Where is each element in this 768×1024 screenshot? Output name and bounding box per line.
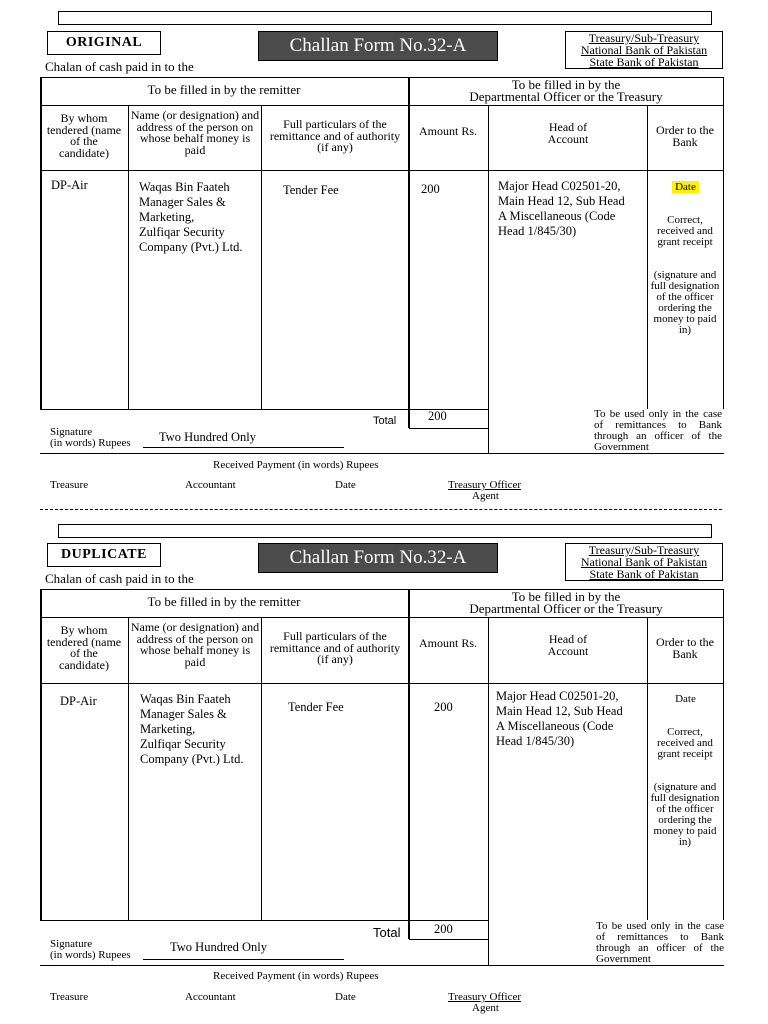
name-line: Manager Sales & (139, 195, 226, 209)
treasury-line: National Bank of Pakistan (580, 43, 708, 57)
remitter-header: To be filled in by the remitter (147, 82, 301, 97)
form-title: Challan Form No.32-A (258, 543, 498, 573)
top-blank-field (58, 524, 712, 538)
order-date (648, 182, 723, 193)
head-line: Main Head 12, Sub Head (498, 194, 625, 208)
particulars-value: Tender Fee (288, 700, 344, 714)
signature-label: Signature (50, 426, 93, 438)
treasury-line: National Bank of Pakistan (580, 555, 708, 569)
table-border (723, 589, 724, 920)
in-words-label: (in words) Rupees (50, 437, 131, 449)
name-line: Marketing, (139, 210, 195, 224)
name-line: Zulfiqar Security (140, 737, 226, 751)
col-header-by-whom: By whom tendered (name of the candidate) (46, 111, 122, 160)
name-line: Manager Sales & (140, 707, 227, 721)
head-line: Head 1/845/30) (496, 734, 575, 748)
name-line: Zulfiqar Security (139, 225, 225, 239)
footer-accountant: Accountant (185, 479, 236, 491)
chalan-caption: Chalan of cash paid in to the (45, 571, 194, 586)
col-header-order: Order to the Bank (656, 635, 714, 661)
name-line: Waqas Bin Faateh (140, 692, 231, 706)
table-border (40, 589, 724, 590)
table-border (40, 77, 42, 409)
dept-header-line-2: Departmental Officer or the Treasury (469, 601, 663, 616)
col-header-name: Name (or designation) and address of the person on whose behalf money is paid (130, 108, 260, 157)
col-header-name: Name (or designation) and address of the person on whose behalf money is paid (130, 620, 260, 669)
col-divider (261, 105, 262, 409)
name-address (139, 180, 242, 255)
col-divider (488, 105, 489, 453)
col-header-head: Head of Account (547, 120, 589, 146)
head-line: A Miscellaneous (Code (498, 209, 616, 223)
col-header-amount: Amount Rs. (418, 636, 477, 650)
table-border (40, 589, 42, 920)
name-address (140, 692, 243, 767)
signature-label: Signature (50, 938, 93, 950)
name-line: Marketing, (140, 722, 196, 736)
treasury-box (565, 31, 723, 69)
footer-agent: Agent (472, 1002, 499, 1014)
table-border (40, 77, 724, 78)
top-blank-field (58, 11, 712, 25)
footer-date: Date (335, 991, 356, 1003)
col-header-amount: Amount Rs. (418, 124, 477, 138)
copy-label: DUPLICATE (47, 543, 161, 567)
col-header-head: Head of Account (547, 632, 589, 658)
copy-label: ORIGINAL (47, 31, 161, 55)
table-rule (40, 409, 489, 410)
remittance-note: To be used only in the case of remittances to Bank through an officer of the Government (594, 408, 722, 453)
head-line: Major Head C02501-20, (498, 179, 621, 193)
date-highlight: Date (672, 181, 699, 193)
footer-treasury-officer: Treasury Officer (448, 991, 522, 1003)
table-rule (40, 683, 724, 684)
chalan-caption: Chalan of cash paid in to the (45, 59, 194, 74)
footer-date: Date (335, 479, 356, 491)
dept-header-line-2: Departmental Officer or the Treasury (469, 89, 663, 104)
order-date: Date (675, 693, 696, 705)
in-words-value: Two Hundred Only (170, 940, 268, 954)
head-line: Head 1/845/30) (498, 224, 577, 238)
treasury-line: State Bank of Pakistan (589, 567, 699, 581)
col-divider (408, 589, 410, 939)
dept-header-line-1: To be filled in by the (511, 77, 621, 92)
amount-value: 200 (421, 182, 440, 196)
form-title: Challan Form No.32-A (258, 31, 498, 61)
col-divider (647, 617, 648, 920)
treasury-line: Treasury/Sub-Treasury (588, 31, 700, 45)
col-divider (408, 77, 410, 428)
col-header-particulars: Full particulars of the remittance and of authority (if any) (269, 629, 401, 666)
table-rule (40, 170, 724, 171)
order-correct: Correct, received and grant receipt (657, 726, 713, 760)
treasury-box (565, 543, 723, 581)
table-rule (40, 105, 724, 106)
in-words-underline (143, 959, 344, 960)
col-divider (261, 617, 262, 920)
by-whom-value: DP-Air (60, 694, 97, 708)
in-words-value: Two Hundred Only (159, 430, 257, 444)
col-header-particulars: Full particulars of the remittance and of authority (if any) (269, 117, 401, 154)
col-divider (128, 617, 129, 920)
name-line: Company (Pvt.) Ltd. (140, 752, 244, 766)
received-payment-label: Received Payment (in words) Rupees (213, 459, 379, 471)
head-line: Main Head 12, Sub Head (496, 704, 623, 718)
head-line: A Miscellaneous (Code (496, 719, 614, 733)
footer-accountant: Accountant (185, 991, 236, 1003)
challan-copy-duplicate (0, 512, 768, 1024)
in-words-underline (143, 447, 344, 448)
footer-agent: Agent (472, 490, 499, 502)
head-line: Major Head C02501-20, (496, 689, 619, 703)
total-label: Total (373, 415, 397, 427)
col-divider (647, 105, 648, 409)
table-rule (40, 965, 724, 966)
name-line: Waqas Bin Faateh (139, 180, 230, 194)
remittance-note: To be used only in the case of remittances to Bank through an officer of the Government (596, 920, 724, 965)
head-of-account (498, 179, 625, 239)
head-of-account (496, 689, 623, 749)
dept-header-line-1: To be filled in by the (511, 589, 621, 604)
by-whom-value: DP-Air (51, 178, 88, 192)
table-rule (40, 920, 489, 921)
total-value: 200 (434, 922, 453, 936)
name-line: Company (Pvt.) Ltd. (139, 240, 243, 254)
col-header-order: Order to the Bank (656, 123, 714, 149)
footer-treasury-officer: Treasury Officer (448, 479, 522, 491)
treasury-line: State Bank of Pakistan (589, 55, 699, 69)
received-payment-label: Received Payment (in words) Rupees (213, 970, 379, 982)
total-label: Total (373, 925, 401, 940)
table-rule (409, 939, 489, 940)
col-divider (128, 105, 129, 409)
footer-treasure: Treasure (50, 991, 89, 1003)
table-rule (40, 453, 724, 454)
amount-value: 200 (434, 700, 453, 714)
treasury-line: Treasury/Sub-Treasury (588, 543, 700, 557)
footer-treasure: Treasure (50, 479, 89, 491)
col-header-by-whom: By whom tendered (name of the candidate) (46, 623, 122, 672)
table-rule (40, 617, 724, 618)
table-border (723, 77, 724, 409)
total-value: 200 (428, 409, 447, 423)
order-signature-note: (signature and full designation of the officer ordering the money to paid in) (650, 781, 720, 848)
remitter-header: To be filled in by the remitter (147, 594, 301, 609)
particulars-value: Tender Fee (283, 183, 339, 197)
cut-line (40, 509, 722, 510)
order-correct: Correct, received and grant receipt (657, 214, 713, 248)
col-divider (488, 617, 489, 965)
order-signature-note: (signature and full designation of the officer ordering the money to paid in) (650, 269, 720, 336)
in-words-label: (in words) Rupees (50, 949, 131, 961)
table-rule (409, 428, 489, 429)
